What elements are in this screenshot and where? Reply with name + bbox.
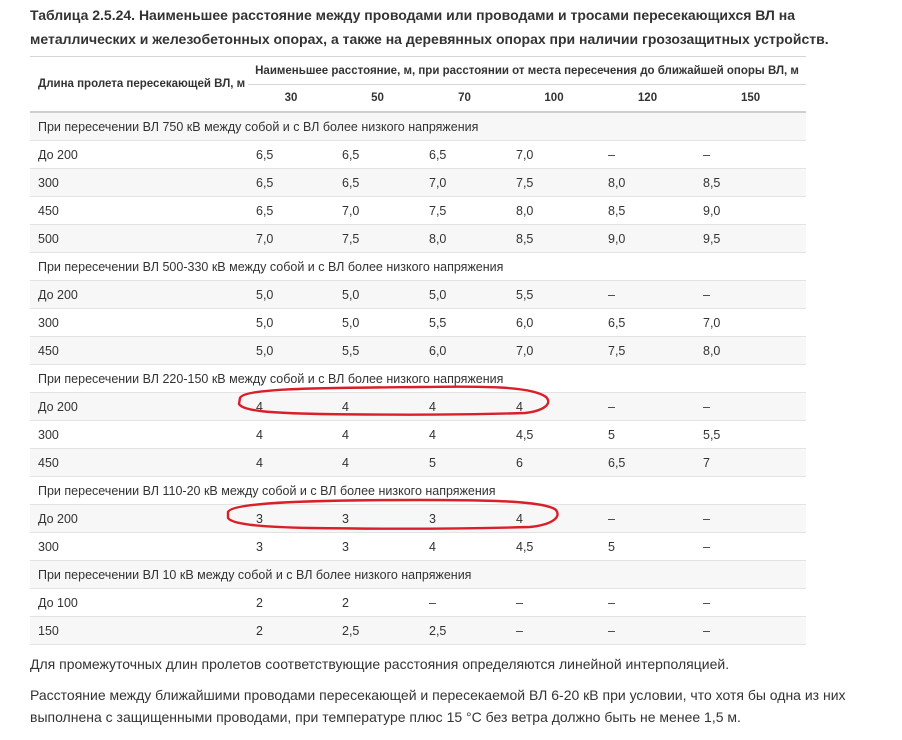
distance-cell: – [600,393,695,421]
distance-cell: 8,5 [600,197,695,225]
table-row [30,421,806,449]
table-row [30,197,806,225]
span-length-cell: 500 [30,225,248,253]
group-header-row [30,253,806,281]
span-length-cell: До 200 [30,505,248,533]
distance-cell: 5,5 [334,337,421,365]
distance-cell: 9,0 [600,225,695,253]
distance-cell: 8,5 [508,225,600,253]
corner-header: Длина пролета пересекающей ВЛ, м [30,57,248,113]
distance-cell: 6,5 [334,169,421,197]
group-title: При пересечении ВЛ 750 кВ между собой и с ВЛ более низкого напряжения [30,112,806,141]
distance-cell: 5,0 [248,281,334,309]
distance-cell: 8,5 [695,169,806,197]
distance-cell: 6,5 [600,449,695,477]
table-row [30,505,806,533]
distance-cell: 4 [248,421,334,449]
column-header: 150 [695,85,806,113]
group-header-row [30,477,806,505]
distance-cell: 9,5 [695,225,806,253]
distance-cell: 7,5 [421,197,508,225]
distance-cell: 7 [695,449,806,477]
span-length-cell: 450 [30,197,248,225]
group-title: При пересечении ВЛ 110-20 кВ между собой и с ВЛ более низкого напряжения [30,477,806,505]
distance-cell: 9,0 [695,197,806,225]
distance-cell: 4 [421,393,508,421]
column-header: 120 [600,85,695,113]
distance-cell: – [695,393,806,421]
distance-cell: 7,5 [334,225,421,253]
distance-cell: – [421,589,508,617]
distance-cell: 5 [600,533,695,561]
group-title: При пересечении ВЛ 10 кВ между собой и с ВЛ более низкого напряжения [30,561,806,589]
distance-cell: 3 [334,505,421,533]
distance-cell: 7,5 [508,169,600,197]
distance-cell: 6 [508,449,600,477]
distance-cell: 7,5 [600,337,695,365]
distance-cell: 4 [334,421,421,449]
span-length-cell: 450 [30,449,248,477]
distance-cell: 3 [248,505,334,533]
distance-cell: 4,5 [508,533,600,561]
group-title: При пересечении ВЛ 220-150 кВ между собой и с ВЛ более низкого напряжения [30,365,806,393]
table-row [30,309,806,337]
table-row [30,337,806,365]
distance-cell: 6,5 [421,141,508,169]
distance-cell: 5,0 [248,309,334,337]
distance-cell: 4 [334,449,421,477]
distance-cell: 7,0 [248,225,334,253]
distance-cell: 4 [248,449,334,477]
distance-cell: 4 [421,421,508,449]
distance-cell: – [695,533,806,561]
table-caption: Таблица 2.5.24. Наименьшее расстояние между проводами или проводами и тросами пересекающихся ВЛ на металлических и железобетонных опорах, а также на деревянных опорах при наличии грозозащитных устройств. [30,7,829,47]
distance-cell: – [600,141,695,169]
distance-cell: – [600,281,695,309]
table-body [30,112,806,645]
distance-cell: 4 [508,505,600,533]
span-length-cell: До 200 [30,281,248,309]
group-header-row [30,561,806,589]
span-length-cell: 300 [30,169,248,197]
distance-cell: 6,5 [334,141,421,169]
distance-cell: – [695,505,806,533]
distance-cell: 2 [334,589,421,617]
distance-cell: – [600,589,695,617]
distance-cell: 4 [421,533,508,561]
table-row [30,617,806,645]
distance-cell: 4 [248,393,334,421]
distance-cell: – [600,505,695,533]
column-header: 30 [248,85,334,113]
distance-cell: 4,5 [508,421,600,449]
distance-cell: 5,5 [508,281,600,309]
distance-cell: 8,0 [600,169,695,197]
distance-cell: 7,0 [508,141,600,169]
distance-cell: – [695,281,806,309]
span-length-cell: 300 [30,309,248,337]
group-header-row [30,365,806,393]
distance-cell: – [508,617,600,645]
distance-cell: 5,0 [334,309,421,337]
distance-cell: 5,5 [695,421,806,449]
distance-cell: – [508,589,600,617]
span-length-cell: До 100 [30,589,248,617]
group-header-row [30,112,806,141]
span-header: Наименьшее расстояние, м, при расстоянии от места пересечения до ближайшей опоры ВЛ, м [248,57,806,85]
column-header: 50 [334,85,421,113]
distance-cell: – [695,617,806,645]
distance-cell: – [695,141,806,169]
distance-cell: 5 [600,421,695,449]
distance-cell: – [695,589,806,617]
note-protected-wires: Расстояние между ближайшими проводами пересекающей и пересекаемой ВЛ 6-20 кВ при условии, что хотя бы одна из них выполнена с защищенными проводами, при температуре плюс 15 °С без ветра должно быть не менее 1,5 м. [30,687,846,725]
distance-cell: 3 [421,505,508,533]
distance-cell: 5 [421,449,508,477]
distance-cell: 2,5 [421,617,508,645]
table-row [30,589,806,617]
distance-cell: 7,0 [421,169,508,197]
table-row [30,281,806,309]
distance-cell: 7,0 [334,197,421,225]
table-row [30,169,806,197]
distance-cell: 8,0 [421,225,508,253]
distance-cell: 5,0 [248,337,334,365]
distance-cell: 3 [334,533,421,561]
distance-cell: 2 [248,589,334,617]
distance-cell: 4 [508,393,600,421]
group-title: При пересечении ВЛ 500-330 кВ между собой и с ВЛ более низкого напряжения [30,253,806,281]
distance-cell: 6,0 [421,337,508,365]
table-row [30,225,806,253]
distance-cell: 6,5 [248,197,334,225]
distance-cell: 5,0 [421,281,508,309]
distance-cell: 5,0 [334,281,421,309]
table-row [30,141,806,169]
distance-cell: 3 [248,533,334,561]
distance-table [30,56,806,645]
distance-cell: 4 [334,393,421,421]
span-length-cell: 300 [30,421,248,449]
span-length-cell: 300 [30,533,248,561]
column-header: 70 [421,85,508,113]
distance-cell: 8,0 [695,337,806,365]
distance-cell: 8,0 [508,197,600,225]
distance-cell: 2,5 [334,617,421,645]
distance-cell: 7,0 [695,309,806,337]
distance-cell: 6,5 [600,309,695,337]
note-interpolation: Для промежуточных длин пролетов соответствующие расстояния определяются линейной интерполяцией. [30,656,730,672]
span-length-cell: До 200 [30,141,248,169]
distance-cell: 6,5 [248,141,334,169]
distance-cell: – [600,617,695,645]
table-row [30,533,806,561]
distance-cell: 6,5 [248,169,334,197]
span-length-cell: До 200 [30,393,248,421]
distance-cell: 6,0 [508,309,600,337]
table-row [30,449,806,477]
table-row [30,393,806,421]
column-header: 100 [508,85,600,113]
span-length-cell: 150 [30,617,248,645]
distance-cell: 7,0 [508,337,600,365]
distance-cell: 5,5 [421,309,508,337]
span-length-cell: 450 [30,337,248,365]
distance-cell: 2 [248,617,334,645]
